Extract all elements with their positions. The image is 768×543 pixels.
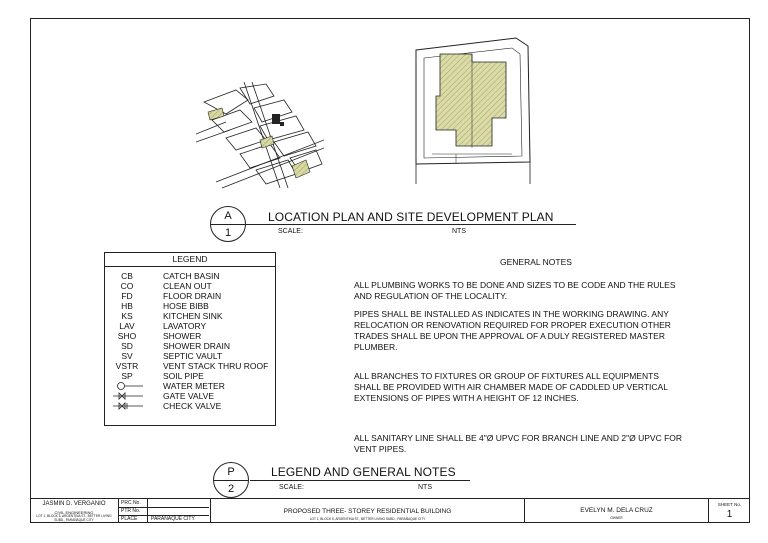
engineer-title: CIVIL ENGINEERING (54, 510, 94, 515)
note-2: PIPES SHALL BE INSTALLED AS INDICATES IN THE WORKING DRAWING. ANY RELOCATION OR RENOVATION REQUIRED FOR PROPER EXECUTION OTHER TRADES SHALL BE UPON THE APPROVAL OF A DULY REGISTERED MASTER PLUMBER. (354, 309, 671, 352)
legend-row (105, 291, 275, 301)
legend-desc: VENT STACK THRU ROOF (163, 361, 269, 371)
legend-code: FD (121, 291, 133, 301)
legend-desc: SHOWER DRAIN (163, 341, 231, 351)
legend-row (105, 391, 275, 401)
bubble-number: 1 (224, 227, 232, 239)
engineer-address: LOT 1, BLOCK 5, ARGENTINA ST., BETTER LIVING SUBD., PARAÑAQUE CITY (36, 514, 112, 522)
legend-code: HB (121, 301, 133, 311)
legend-code: CB (121, 271, 133, 281)
legend-row (105, 311, 275, 321)
note-1: ALL PLUMBING WORKS TO BE DONE AND SIZES TO BE CODE AND THE RULES AND REGULATION OF THE LOCALITY. (354, 280, 676, 301)
legend-desc: CATCH BASIN (163, 271, 220, 281)
license-cell (118, 499, 210, 523)
legend-code: SP (121, 371, 133, 381)
section-bubble-a (210, 206, 246, 242)
legend-row (105, 361, 275, 371)
engineer-cell (30, 499, 118, 523)
vicinity-map-drawing (196, 82, 324, 190)
legend-row (105, 371, 275, 381)
legend-row (105, 321, 275, 331)
bubble-letter: A (224, 210, 232, 222)
legend-row (105, 341, 275, 351)
sheet-number: 1 (726, 509, 733, 520)
legend-desc: KITCHEN SINK (163, 311, 223, 321)
legend-desc: GATE VALVE (163, 391, 215, 401)
legend-desc: WATER METER (163, 381, 225, 391)
owner-label: OWNER (610, 516, 623, 520)
check-valve-icon (113, 401, 143, 411)
general-notes-heading: GENERAL NOTES (500, 257, 572, 267)
title-underline (250, 480, 470, 481)
legend-code: SV (121, 351, 133, 361)
scale-value: NTS (418, 484, 432, 491)
legend-row (105, 281, 275, 291)
project-address: LOT 1, BLOCK 5, ARGENTINA ST., BETTER LIVING SUBD., PARAÑAQUE CITY (309, 517, 426, 521)
legend-desc: CHECK VALVE (163, 401, 222, 411)
prc-label: PRC No. (121, 500, 141, 506)
legend-row (105, 301, 275, 311)
sheet-label: SHEET No. (717, 502, 742, 507)
legend-code: VSTR (115, 361, 139, 371)
legend-section-title: LEGEND AND GENERAL NOTES (271, 465, 456, 479)
title-block (30, 498, 750, 523)
place-value: PARAÑAQUE CITY (151, 516, 195, 522)
scale-label: SCALE: (279, 484, 304, 491)
legend-title: LEGEND (105, 253, 275, 267)
water-meter-icon (113, 381, 143, 391)
scale-value: NTS (452, 228, 466, 235)
legend-code: SD (121, 341, 133, 351)
legend-row (105, 331, 275, 341)
legend-desc: FLOOR DRAIN (163, 291, 222, 301)
owner-cell (524, 499, 708, 523)
legend-row (105, 381, 275, 391)
engineer-name: JASMIN D. VERGANIO (42, 501, 106, 507)
legend-code: CO (120, 281, 134, 291)
legend-desc: LAVATORY (163, 321, 207, 331)
legend-desc: SEPTIC VAULT (163, 351, 223, 361)
ptr-label: PTR No. (121, 508, 141, 514)
legend-row (105, 351, 275, 361)
section-bubble-p (213, 462, 249, 498)
scale-label: SCALE: (278, 228, 303, 235)
bubble-letter: P (227, 466, 235, 478)
legend-code: LAV (119, 321, 135, 331)
legend-row (105, 401, 275, 411)
project-title: PROPOSED THREE- STOREY RESIDENTIAL BUILDING (283, 508, 452, 515)
project-cell (210, 499, 524, 523)
location-plan-title: LOCATION PLAN AND SITE DEVELOPMENT PLAN (268, 210, 554, 224)
gate-valve-icon (113, 391, 143, 401)
legend-code: SHO (117, 331, 137, 341)
legend-desc: SOIL PIPE (163, 371, 204, 381)
title-underline (246, 224, 576, 225)
legend-code: KS (121, 311, 133, 321)
legend-desc: CLEAN OUT (163, 281, 212, 291)
sheet-cell (708, 499, 750, 523)
site-plan-drawing (412, 34, 546, 184)
legend-desc: SHOWER (163, 331, 202, 341)
legend-table (104, 252, 276, 426)
owner-name: EVELYN M. DELA CRUZ (580, 507, 653, 514)
note-4: ALL SANITARY LINE SHALL BE 4"Ø UPVC FOR BRANCH LINE AND 2"Ø UPVC FOR VENT PIPES. (354, 433, 683, 454)
note-3: ALL BRANCHES TO FIXTURES OR GROUP OF FIXTURES ALL EQUIPMENTS SHALL BE PROVIDED WITH AIR CHAMBER MADE OF CADDLED UP VERTICAL EXTENSIONS OF PIPES WITH A HEIGHT OF 12 INCHES. (354, 371, 668, 403)
place-label: PLACE (121, 516, 138, 522)
legend-row (105, 271, 275, 281)
legend-desc: HOSE BIBB (163, 301, 209, 311)
bubble-number: 2 (227, 483, 235, 495)
